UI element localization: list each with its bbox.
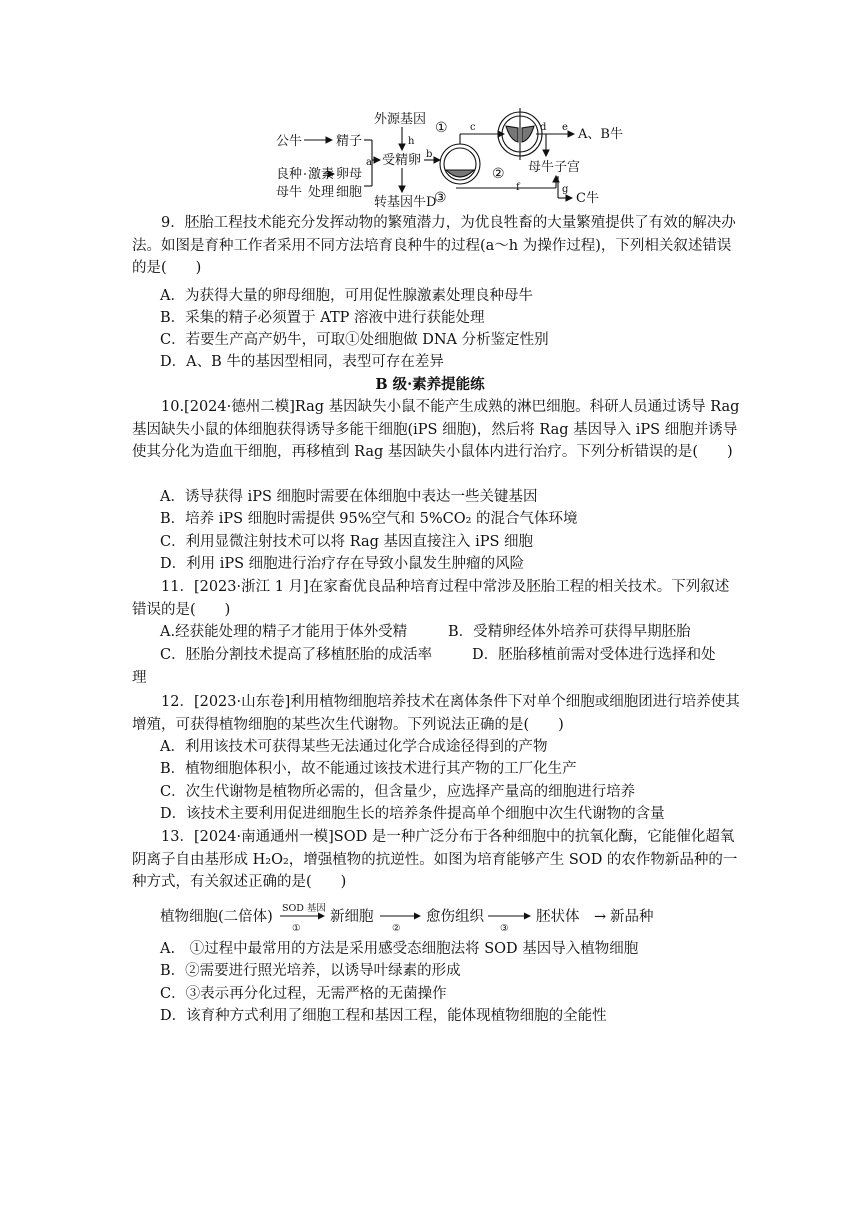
q10-option-c[interactable]: C．利用显微注射技术可以将 Rag 基因直接注入 iPS 细胞 — [160, 534, 534, 550]
step-c: c — [470, 122, 476, 133]
label-uterus: 母牛子宫 — [528, 160, 581, 175]
q11-option-b[interactable]: B．受精卵经体外培养可获得早期胚胎 — [448, 624, 691, 640]
q11-option-d[interactable]: D．胚胎移植前需对受体进行选择和处 — [472, 647, 716, 663]
step-g: g — [562, 184, 569, 195]
step-a: a — [366, 157, 372, 168]
flow-step-2: ② — [392, 923, 401, 933]
q13-option-a[interactable]: A. ①过程中最常用的方法是采用感受态细胞法将 SOD 基因导入植物细胞 — [160, 941, 639, 957]
step-f: f — [516, 182, 520, 193]
label-foreign-gene: 外源基因 — [374, 112, 427, 127]
flow-new-variety: 新品种 — [610, 909, 654, 925]
q12-option-b[interactable]: B．植物细胞体积小，故不能通过该技术进行其产物的工厂化生产 — [160, 761, 577, 777]
q11-option-c[interactable]: C．胚胎分割技术提高了移植胚胎的成活率 — [160, 647, 433, 663]
flow-plant-cell: 植物细胞(二倍体) — [160, 909, 273, 925]
flow-sod-gene-label: SOD 基因 — [282, 903, 326, 914]
q12-option-d[interactable]: D．该技术主要利用促进细胞生长的培养条件提高单个细胞中次生代谢物的含量 — [160, 806, 665, 822]
step-d: d — [540, 122, 547, 133]
label-good-breed-1: 良种 — [276, 167, 303, 182]
label-zygote: 受精卵 — [382, 153, 422, 168]
flow-new-cell: 新细胞 — [330, 909, 374, 925]
marker-2: ② — [492, 166, 505, 182]
label-c-bull: C牛 — [576, 191, 599, 206]
question-10-stem: 10.[2024·德州二模]Rag 基因缺失小鼠不能产生成熟的淋巴细胞。科研人员通过诱导 Rag 基因缺失小鼠的体细胞获得诱导多能干细胞(iPS 细胞)，然后将 Rag 基因导入 iPS 细胞并诱导使其分化为造血干细胞，再移植到 Rag 基因缺失小鼠体内进行治疗。下列分析错误的是( ) — [132, 399, 740, 460]
q13-option-b[interactable]: B．②需要进行照光培养，以诱导叶绿素的形成 — [160, 963, 461, 979]
label-transgenic-bull: 转基因牛D — [374, 195, 437, 210]
q12-option-a[interactable]: A．利用该技术可获得某些无法通过化学合成途径得到的产物 — [160, 739, 548, 755]
flow-step-3: ③ — [500, 923, 509, 933]
label-oocyte-2: 细胞 — [336, 185, 363, 200]
q11-option-a[interactable]: A.经获能处理的精子才能用于体外受精 — [160, 624, 408, 640]
marker-3: ③ — [434, 190, 447, 206]
sod-breeding-flowchart — [160, 903, 720, 933]
marker-1: ① — [435, 120, 448, 136]
q10-option-a[interactable]: A．诱导获得 iPS 细胞时需要在体细胞中表达一些关键基因 — [160, 489, 538, 505]
q9-option-c[interactable]: C．若要生产高产奶牛，可取①处细胞做 DNA 分析鉴定性别 — [160, 332, 549, 348]
flow-arrow: → — [594, 909, 607, 925]
label-sperm: 精子 — [336, 134, 363, 149]
step-b: b — [426, 149, 433, 160]
question-9-stem: 9．胚胎工程技术能充分发挥动物的繁殖潜力，为优良牲畜的大量繁殖提供了有效的解决办法。如图是育种工作者采用不同方法培育良种牛的过程(a～h 为操作过程)，下列相关叙述错误的是( ) — [132, 215, 736, 276]
label-bull: 公牛 — [276, 134, 303, 149]
q12-option-c[interactable]: C．次生代谢物是植物所必需的，但含量少，应选择产量高的细胞进行培养 — [160, 784, 636, 800]
flow-callus: 愈伤组织 — [426, 909, 484, 925]
q10-option-b[interactable]: B．培养 iPS 细胞时需提供 95%空气和 5%CO₂ 的混合气体环境 — [160, 511, 578, 527]
q9-option-a[interactable]: A．为获得大量的卵母细胞，可用促性腺激素处理良种母牛 — [160, 288, 533, 304]
question-11-stem: 11．[2023·浙江 1 月]在家畜优良品种培育过程中常涉及胚胎工程的相关技术。下列叙述错误的是( ) — [132, 579, 730, 618]
question-13-stem: 13．[2024·南通通州一模]SOD 是一种广泛分布于各种细胞中的抗氧化酶，它能催化超氧阴离子自由基形成 H₂O₂，增强植物的抗逆性。如图为培育能够产生 SOD 的农作物新品种的一种方式，有关叙述正确的是( ) — [132, 829, 738, 890]
flow-step-1: ① — [292, 923, 301, 933]
q13-option-d[interactable]: D．该育种方式利用了细胞工程和基因工程，能体现植物细胞的全能性 — [160, 1008, 607, 1024]
q10-option-d[interactable]: D．利用 iPS 细胞进行治疗存在导致小鼠发生肿瘤的风险 — [160, 556, 525, 572]
label-ab-bull: A、B牛 — [578, 127, 623, 142]
q11-option-d-continued: 理 — [132, 670, 147, 686]
label-hormone-2: 处理 — [308, 185, 335, 200]
step-h: h — [408, 136, 415, 147]
flow-embryoid: 胚状体 — [536, 909, 580, 925]
breeding-process-diagram — [270, 104, 650, 210]
question-12-stem: 12．[2023·山东卷]利用植物细胞培养技术在离体条件下对单个细胞或细胞团进行培养使其增殖，可获得植物细胞的某些次生代谢物。下列说法正确的是( ) — [132, 694, 740, 733]
q13-option-c[interactable]: C．③表示再分化过程，无需严格的无菌操作 — [160, 986, 447, 1002]
step-e: e — [562, 122, 568, 133]
section-heading-level-b: B 级·素养提能练 — [375, 376, 485, 393]
q9-option-d[interactable]: D．A、B 牛的基因型相同，表型可存在差异 — [160, 354, 444, 370]
label-hormone-1: 激素 — [308, 167, 335, 182]
label-oocyte-1: 卵母 — [336, 167, 363, 182]
label-good-breed-2: 母牛 — [276, 185, 303, 200]
q9-option-b[interactable]: B．采集的精子必须置于 ATP 溶液中进行获能处理 — [160, 310, 485, 326]
